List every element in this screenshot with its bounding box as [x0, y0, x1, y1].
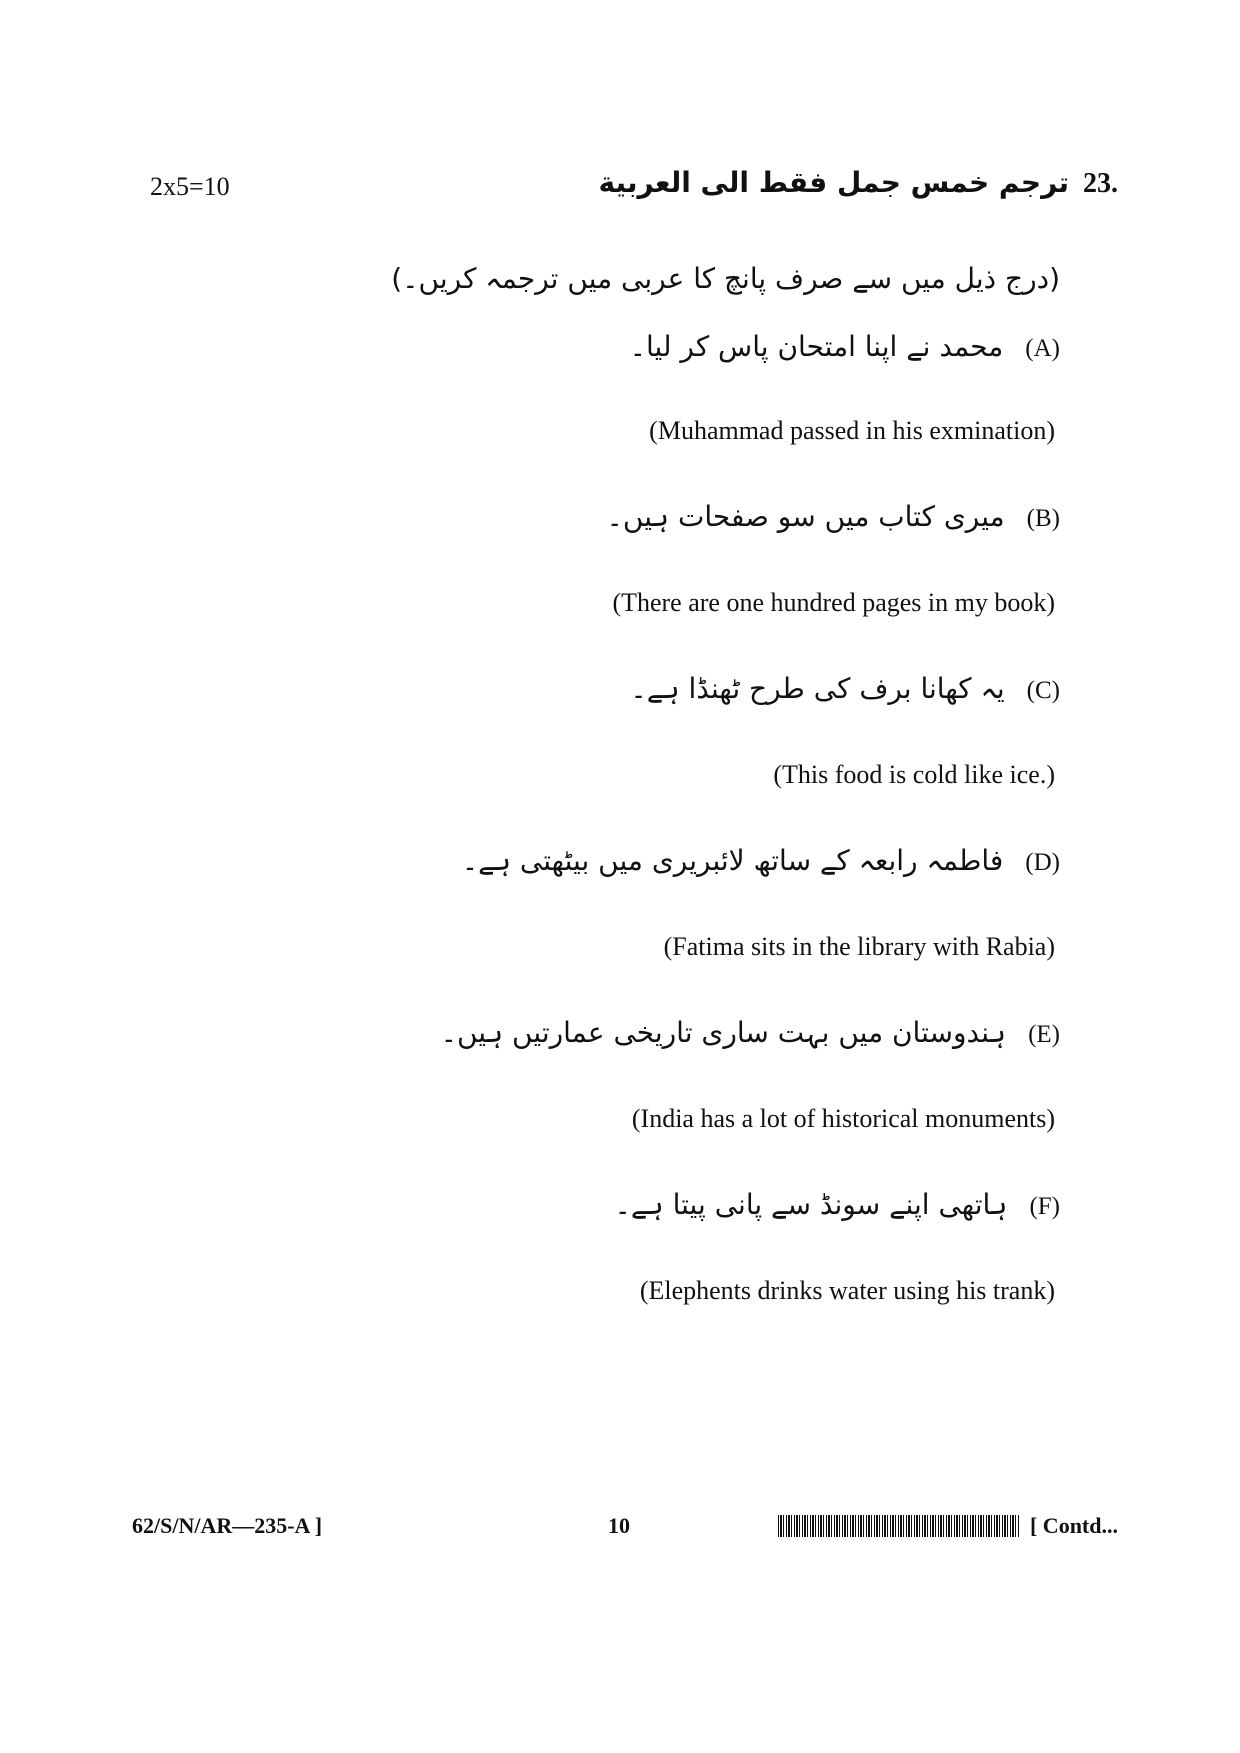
item-a-english: (Muhammad passed in his exmination): [649, 416, 1055, 445]
item-d-letter: (D): [1025, 849, 1060, 876]
item-e-letter: (E): [1028, 1021, 1060, 1048]
item-b-urdu-line: [607, 500, 1060, 533]
item-e-urdu-line: [441, 1016, 1060, 1049]
item-e-urdu: ہندوستان میں بہت ساری تاریخی عمارتیں ہیں۔: [440, 1016, 1007, 1049]
question-number: 23.: [1083, 168, 1118, 199]
item-c-urdu: یہ کھانا برف کی طرح ٹھنڈا ہے۔: [630, 672, 1005, 705]
instruction-text: (درج ذیل میں سے صرف پانچ کا عربی میں ترجمہ کریں۔): [391, 262, 1060, 295]
barcode-icon: [778, 1515, 1020, 1537]
item-f-letter: (F): [1029, 1193, 1060, 1220]
item-f-english: (Elephents drinks water using his trank): [639, 1276, 1055, 1305]
item-b-urdu: میری کتاب میں سو صفحات ہیں۔: [606, 500, 1005, 533]
item-c-urdu-line: [630, 672, 1060, 705]
item-f-urdu: ہاتھی اپنے سونڈ سے پانی پیتا ہے۔: [614, 1188, 1008, 1221]
item-b-english: (There are one hundred pages in my book): [612, 588, 1055, 617]
item-d-english: (Fatima sits in the library with Rabia): [663, 932, 1055, 961]
marks-label: 2x5=10: [150, 172, 230, 201]
page-number: 10: [608, 1513, 630, 1538]
item-e-english: (India has a lot of historical monuments): [631, 1104, 1055, 1133]
item-b-letter: (B): [1026, 505, 1060, 532]
paper-code: 62/S/N/AR—235-A ]: [132, 1513, 323, 1538]
item-a-urdu-line: [630, 330, 1060, 363]
contd-label: [ Contd...: [1029, 1513, 1118, 1538]
question-header: [599, 166, 1118, 200]
item-c-english: (This food is cold like ice.): [773, 760, 1055, 789]
item-f-urdu-line: [614, 1188, 1060, 1221]
item-a-urdu: محمد نے اپنا امتحان پاس کر لیا۔: [629, 330, 1004, 363]
item-d-urdu: فاطمہ رابعہ کے ساتھ لائبریری میں بیٹھتی ہے۔: [461, 844, 1004, 877]
footer-right: [778, 1513, 1118, 1539]
question-title: ترجم خمس جمل فقط الى العربية: [598, 166, 1069, 199]
item-a-letter: (A): [1025, 335, 1060, 362]
item-c-letter: (C): [1026, 677, 1060, 704]
item-d-urdu-line: [462, 844, 1060, 877]
